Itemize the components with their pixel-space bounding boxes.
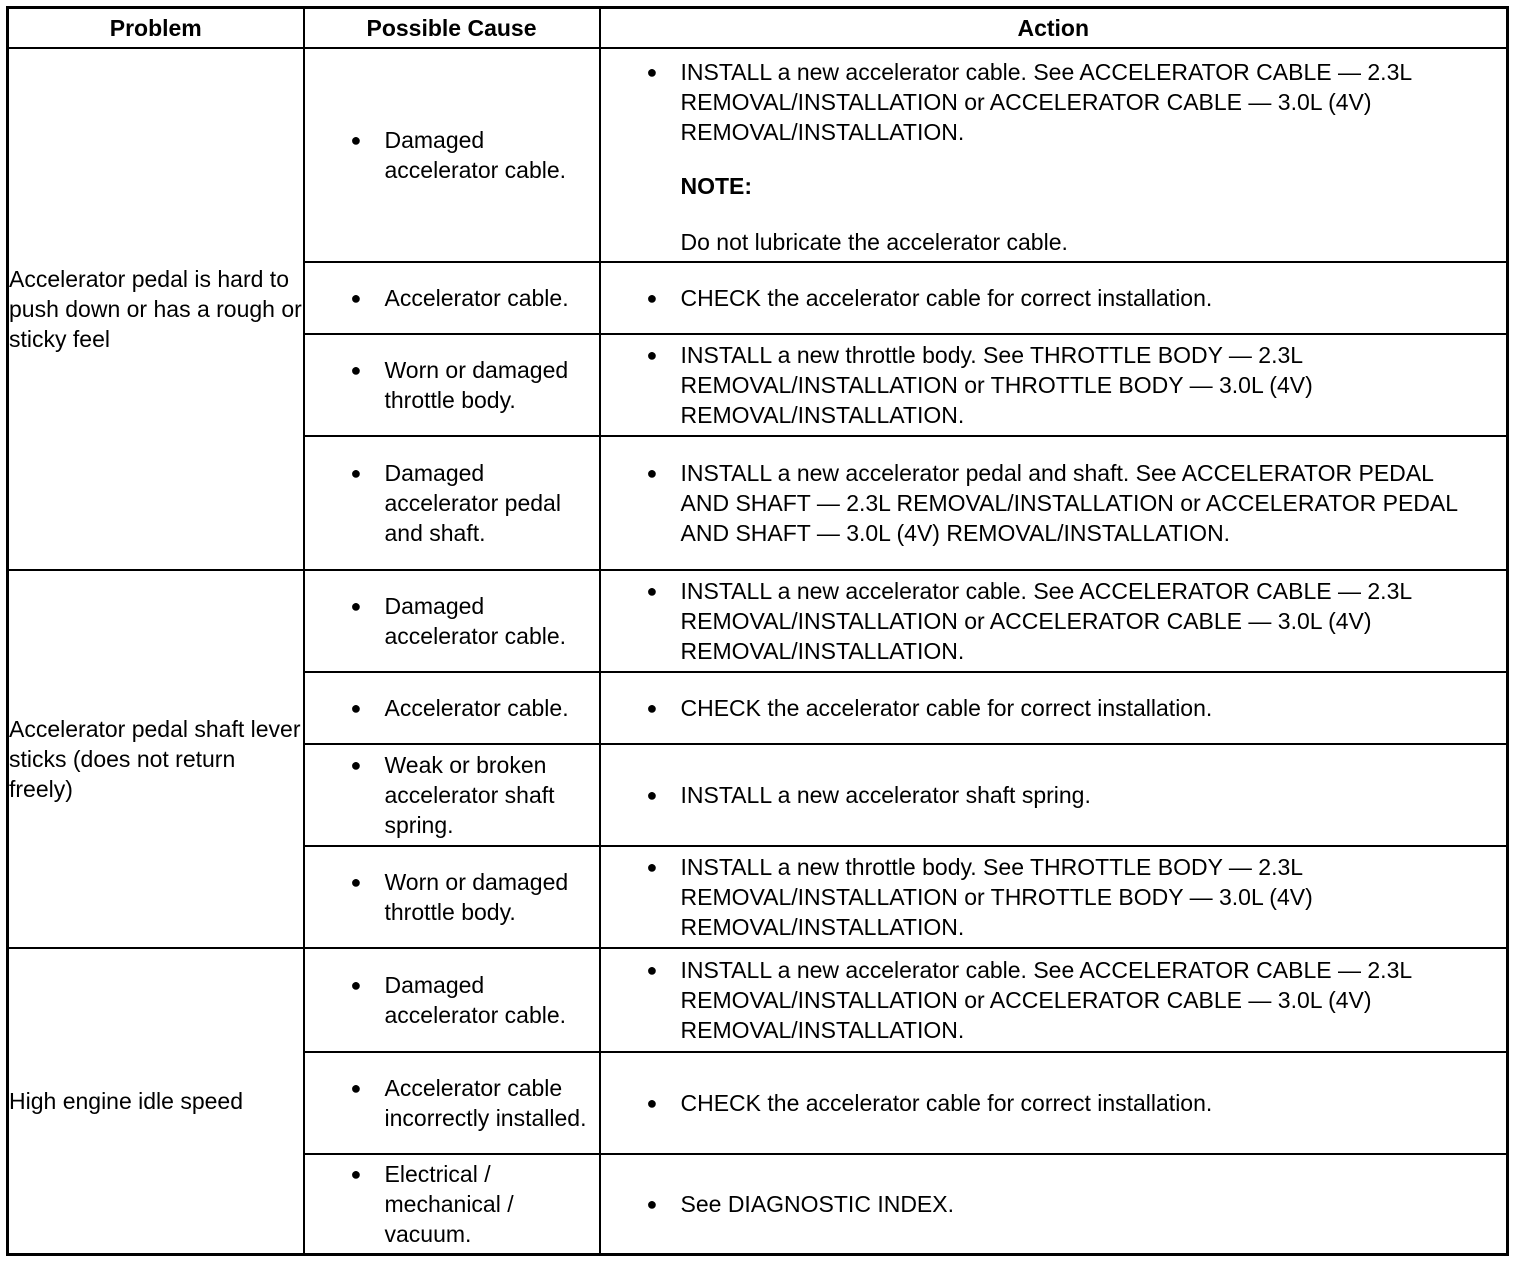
bullet-icon: ●: [350, 755, 362, 775]
cause-text: Weak or broken accelerator shaft spring.: [384, 752, 555, 838]
bullet-icon: ●: [350, 698, 362, 718]
action-cell: [600, 672, 1508, 744]
action-cell: [600, 436, 1508, 570]
bullet-icon: ●: [350, 288, 362, 308]
header-possible-cause: Possible Cause: [304, 8, 600, 49]
problem-cell: Accelerator pedal shaft lever sticks (does not return freely): [8, 570, 304, 948]
header-action: Action: [600, 8, 1508, 49]
action-text: INSTALL a new accelerator shaft spring.: [680, 782, 1091, 808]
header-problem: Problem: [8, 8, 304, 49]
action-cell: [600, 570, 1508, 672]
action-cell: [600, 1154, 1508, 1255]
bullet-icon: ●: [646, 1093, 658, 1113]
cause-cell: [304, 436, 600, 570]
note-text: Do not lubricate the accelerator cable.: [680, 229, 1068, 255]
action-text: INSTALL a new throttle body. See THROTTLE BODY — 2.3L REMOVAL/INSTALLATION or THROTTLE BODY — 3.0L (4V) REMOVAL/INSTALLATION.: [680, 854, 1313, 940]
cause-text: Damaged accelerator pedal and shaft.: [384, 460, 561, 546]
action-cell: [600, 262, 1508, 334]
bullet-icon: ●: [646, 698, 658, 718]
bullet-icon: ●: [646, 1194, 658, 1214]
note-label: NOTE:: [680, 173, 753, 199]
cause-text: Accelerator cable.: [384, 285, 569, 311]
bullet-icon: ●: [646, 785, 658, 805]
diagnosis-table: [6, 6, 1509, 1256]
action-text: INSTALL a new accelerator cable. See ACCELERATOR CABLE — 2.3L REMOVAL/INSTALLATION or ACCELERATOR CABLE — 3.0L (4V) REMOVAL/INSTALLATION.: [680, 59, 1412, 145]
action-cell: [600, 334, 1508, 436]
bullet-icon: ●: [646, 463, 658, 483]
action-text: INSTALL a new accelerator cable. See ACCELERATOR CABLE — 2.3L REMOVAL/INSTALLATION or ACCELERATOR CABLE — 3.0L (4V) REMOVAL/INSTALLATION.: [680, 957, 1412, 1043]
table-row: [8, 948, 1508, 1052]
action-cell: [600, 1052, 1508, 1154]
cause-cell: [304, 262, 600, 334]
action-cell: [600, 846, 1508, 948]
action-text: INSTALL a new accelerator cable. See ACCELERATOR CABLE — 2.3L REMOVAL/INSTALLATION or ACCELERATOR CABLE — 3.0L (4V) REMOVAL/INSTALLATION.: [680, 578, 1412, 664]
cause-text: Damaged accelerator cable.: [384, 593, 567, 649]
bullet-icon: ●: [350, 596, 362, 616]
cause-cell: [304, 1052, 600, 1154]
action-text: CHECK the accelerator cable for correct installation.: [680, 285, 1213, 311]
bullet-icon: ●: [350, 872, 362, 892]
cause-text: Damaged accelerator cable.: [384, 972, 567, 1028]
header-row: [8, 8, 1508, 49]
bullet-icon: ●: [646, 960, 658, 980]
bullet-icon: ●: [350, 130, 362, 150]
cause-cell: [304, 948, 600, 1052]
action-cell: [600, 744, 1508, 846]
action-text: INSTALL a new throttle body. See THROTTLE BODY — 2.3L REMOVAL/INSTALLATION or THROTTLE BODY — 3.0L (4V) REMOVAL/INSTALLATION.: [680, 342, 1313, 428]
bullet-icon: ●: [646, 288, 658, 308]
table-row: [8, 570, 1508, 672]
cause-cell: [304, 744, 600, 846]
action-text: CHECK the accelerator cable for correct installation.: [680, 695, 1213, 721]
action-cell: [600, 48, 1508, 262]
action-text: CHECK the accelerator cable for correct installation.: [680, 1090, 1213, 1116]
cause-cell: [304, 672, 600, 744]
cause-text: Worn or damaged throttle body.: [384, 357, 569, 413]
table-row: [8, 48, 1508, 262]
action-text: INSTALL a new accelerator pedal and shaft. See ACCELERATOR PEDAL AND SHAFT — 2.3L REMOVAL/INSTALLATION or ACCELERATOR PEDAL AND SHAFT — 3.0L (4V) REMOVAL/INSTALLATION.: [680, 460, 1458, 546]
cause-text: Worn or damaged throttle body.: [384, 869, 569, 925]
bullet-icon: ●: [646, 581, 658, 601]
action-cell: [600, 948, 1508, 1052]
cause-text: Electrical / mechanical / vacuum.: [384, 1161, 514, 1247]
bullet-icon: ●: [350, 1164, 362, 1184]
diagnosis-table-container: [6, 6, 1506, 1256]
bullet-icon: ●: [646, 857, 658, 877]
bullet-icon: ●: [350, 1078, 362, 1098]
cause-cell: [304, 334, 600, 436]
cause-cell: [304, 846, 600, 948]
cause-text: Accelerator cable.: [384, 695, 569, 721]
cause-text: Damaged accelerator cable.: [384, 127, 567, 183]
bullet-icon: ●: [646, 345, 658, 365]
bullet-icon: ●: [350, 463, 362, 483]
cause-cell: [304, 48, 600, 262]
problem-cell: Accelerator pedal is hard to push down or has a rough or sticky feel: [8, 48, 304, 570]
cause-text: Accelerator cable incorrectly installed.: [384, 1075, 587, 1131]
action-text: See DIAGNOSTIC INDEX.: [680, 1191, 955, 1217]
cause-cell: [304, 1154, 600, 1255]
bullet-icon: ●: [350, 360, 362, 380]
bullet-icon: ●: [646, 62, 658, 82]
cause-cell: [304, 570, 600, 672]
bullet-icon: ●: [350, 975, 362, 995]
problem-cell: High engine idle speed: [8, 948, 304, 1255]
